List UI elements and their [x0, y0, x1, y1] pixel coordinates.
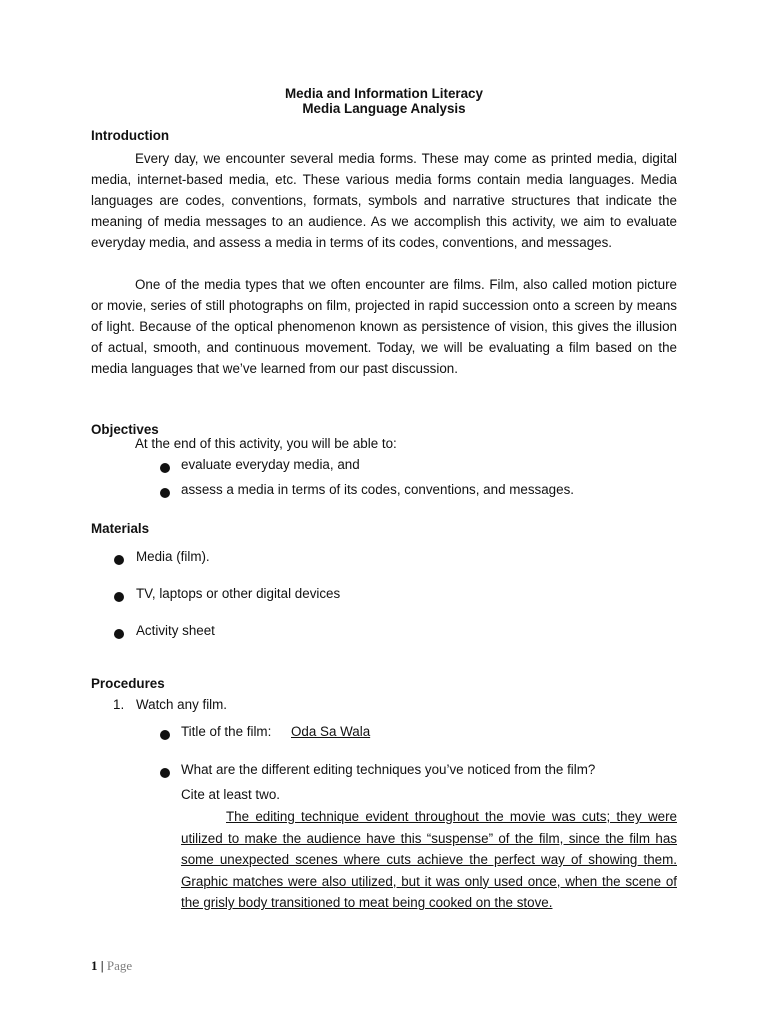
introduction-paragraph-1	[91, 148, 677, 253]
objective-1: evaluate everyday media, and	[181, 457, 360, 472]
page-number: 1	[91, 958, 98, 973]
document-title: Media and Information Literacy	[285, 86, 483, 101]
answer-paragraph	[181, 806, 677, 914]
procedure-step-text: Watch any film.	[136, 697, 228, 712]
document-subtitle: Media Language Analysis	[302, 101, 466, 116]
introduction-paragraph-1-text: Every day, we encounter several media forms. These may come as printed media, digital media, internet-based media, etc. These various media forms contain media languages. Media languages are codes, conventions, formats, symbols and narrative structures that indicate the meaning of media messages to an audience. As we accomplish this activity, we aim to evaluate everyday media, and assess a media in terms of its codes, conventions, and messages.	[91, 151, 677, 250]
material-1: Media (film).	[136, 549, 210, 564]
page-separator: |	[100, 958, 104, 973]
question-line-1: What are the different editing techniques you’ve noticed from the film?	[181, 762, 596, 777]
material-2-bullet-icon	[114, 592, 124, 602]
material-1-bullet-icon	[114, 555, 124, 565]
film-title-value: Oda Sa Wala	[291, 724, 371, 739]
introduction-heading: Introduction	[91, 128, 170, 143]
objective-1-bullet-icon	[160, 463, 170, 473]
objectives-heading: Objectives	[91, 422, 159, 437]
page-label: Page	[106, 958, 133, 973]
material-3-bullet-icon	[114, 629, 124, 639]
objective-2: assess a media in terms of its codes, conventions, and messages.	[181, 482, 574, 497]
page-footer	[91, 958, 132, 974]
answer-text: The editing technique evident throughout the movie was cuts; they were utilized to make the audience have this “suspense” of the film, since the film has some unexpected scenes where cuts achieve the perfect way of showing them. Graphic matches were also utilized, but it was only used once, when the scene of the grisly body transitioned to meat being cooked on the stove.	[181, 809, 677, 910]
question-line-2: Cite at least two.	[181, 787, 280, 802]
objective-2-bullet-icon	[160, 488, 170, 498]
procedures-heading: Procedures	[91, 676, 165, 691]
question-bullet-icon	[160, 768, 170, 778]
procedure-step-number: 1.	[113, 697, 125, 712]
material-2: TV, laptops or other digital devices	[136, 586, 341, 601]
film-title-label: Title of the film:	[181, 724, 272, 739]
objectives-lead: At the end of this activity, you will be able to:	[135, 436, 397, 451]
material-3: Activity sheet	[136, 623, 215, 638]
introduction-paragraph-2-text: One of the media types that we often encounter are films. Film, also called motion picture or movie, series of still photographs on film, projected in rapid succession onto a screen by means of light. Because of the optical phenomenon known as persistence of vision, this gives the illusion of actual, smooth, and continuous movement. Today, we will be evaluating a film based on the media languages that we’ve learned from our past discussion.	[91, 277, 677, 376]
materials-heading: Materials	[91, 521, 150, 536]
film-title-bullet-icon	[160, 730, 170, 740]
introduction-paragraph-2	[91, 274, 677, 379]
